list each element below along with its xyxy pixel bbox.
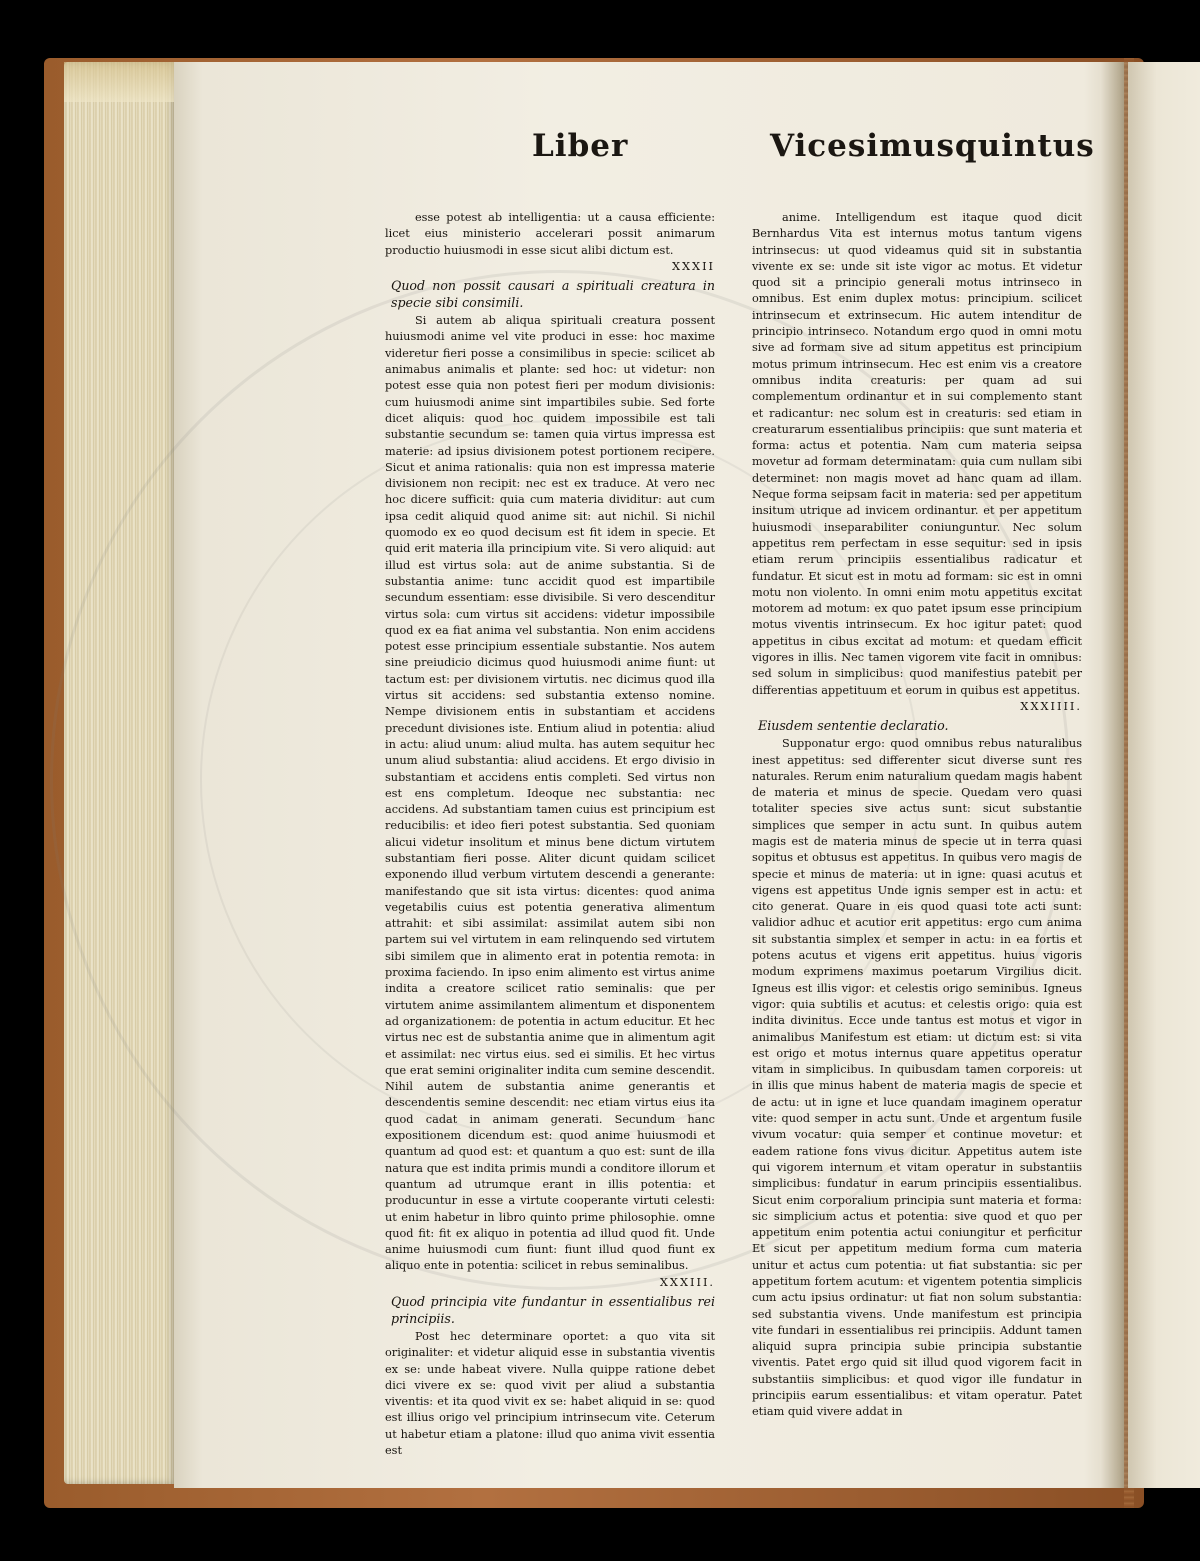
chapter-heading: Eiusdem sententie declaratio. (758, 718, 949, 734)
body-paragraph: Supponatur ergo: quod omnibus rebus naturalibus inest appetitus: sed differenter sicut diverse sunt res naturales. Rerum enim naturalium quedam magis habent de materia et minus de specie. Quedam vero quasi totaliter species sive actus sunt: sicut substantie simplices que semper in actu sunt. In quibus autem magis est de materia minus de specie ut in terra quasi sopitus et obtusus est appetitus. In quibus vero magis de specie et minus de materia: ut in igne: quasi acutus et vigens est appetitus Unde ignis semper est in actu: et cito generat. Quare in eis quod quasi tote acti sunt: validior adhuc et acutior erit appetitus: ergo cum anima sit substantia simplex et semper in actu: in ea fortis et potens acutus et vigens erit appetitus. huius vigoris modum exprimens maximus poetarum Virgilius dicit. Igneus est illis vigor: et celestis origo seminibus. Igneus vigor: quia subtilis et acutus: et celestis origo: quia est indita divinitus. Ecce unde tantus est motus et vigor in animalibus Manifestum est etiam: ut dictum est: si vita est origo et motus internus quare appetitus operatur vitam in simplicibus. In quibusdam tamen corporeis: ut in illis que minus habent de materia magis de specie et de actu: ut in igne et luce quandam imaginem operatur vite: quod semper in actu sunt. Unde et argentum fusile vivum vocatur: quia semper et continue movetur: et eadem ratione fons vivus dicitur. Appetitus autem iste qui vigorem internum et vitam operatur in substantiis simplicibus: fundatur in earum principiis essentialibus. Sicut enim corporalium principia sunt materia et forma: sic simplicium actus et potentia: sive quod et quo per appetitum enim potentia actui coniungitur et perficitur Et sicut per appetitum medium forma cum materia unitur et actus cum potentia: ut fiat substantia: sic per appetitum fortem acutum: et vigentem potentia simplicis cum actu ipsius ordinatur: ut fiat non solum substantia: sed substantia vivens. Unde manifestum est principia vite fundari in essentialibus rei principiis. Addunt tamen aliquid supra principia subie principia substantie viventis. Patet ergo quid sit illud quod vigorem facit in substantiis simplicibus: et quod vigor ille fundatur in principiis earum essentialibus: et vitam operatur. Patet etiam quid vivere addat in (752, 737, 1082, 1419)
body-paragraph: esse potest ab intelligentia: ut a causa efficiente: licet eius ministerio accelerari possit animarum productio huiusmodi in esse sicut alibi dictum est. (385, 211, 715, 257)
right-page-edge (1128, 62, 1200, 1488)
text-column-right (752, 210, 1082, 1419)
running-header-right: Vicesimusquintus (770, 128, 1095, 164)
gilded-edge (64, 62, 176, 102)
chapter-heading: Quod principia vite fundantur in essentialibus rei principiis. (391, 1294, 715, 1326)
text-column-left (385, 210, 715, 1458)
section-number: XXXIII. (659, 1275, 715, 1289)
body-paragraph: anime. Intelligendum est itaque quod dicit Bernhardus Vita est internus motus tantum vigens intrinsecus: ut quod videamus quid sit in substantia vivente ex se: unde sit iste vigor ac motus. Et videtur quod sit a principio generali motus intrinseco in omnibus. Est enim duplex motus: principium. scilicet intrinsecum et extrinsecum. Hic autem intenditur de principio intrinseco. Notandum ergo quod in omni motu sive ad formam sive ad situm appetitus est principium motus primum intrinsecum. Hec est enim vis a creatore omnibus indita creaturis: per quam ad sui complementum ordinantur et in sui complemento stant et radicantur: nec solum est in creaturis: sed etiam in creaturarum essentialibus principiis: que sunt materia et forma: actus et potentia. Nam cum materia seipsa movetur ad formam determinatam: quia cum nullam sibi determinet: non magis movet ad hanc quam ad illam. Neque forma seipsam facit in materia: sed per appetitum insitum utrique ad invicem ordinantur. et per appetitum huiusmodi inseparabiliter coniunguntur. Nec solum appetitus rem perfectam in esse sequitur: sed in ipsis etiam rerum principiis essentialibus radicatur et fundatur. Et sicut est in motu ad formam: sic est in omni motu non violento. In omni enim motu appetitus excitat motorem ad motum: ex quo patet ipsum esse principium motus viventis intrinsecum. Ex hoc igitur patet: quod appetitus in cibus excitat ad motum: et quedam efficit vigores in illis. Nec tamen vigorem vite facit in omnibus: sed solum in simplicibus: quod manifestius patebit per differentias appetituum et eorum in quibus est appetitus. (752, 211, 1082, 697)
body-paragraph: Si autem ab aliqua spirituali creatura possent huiusmodi anime vel vite produci in esse: hoc maxime videretur fieri posse a consimilibus in specie: scilicet ab animabus animalis et plante: sed hoc: ut videtur: non potest esse quia non potest fieri per modum divisionis: cum huiusmodi anime sint impartibiles subie. Sed forte dicet aliquis: quod hoc quidem impossibile est tali substantie secundum se: tamen quia virtus impressa est materie: ad ipsius divisionem potest portionem recipere. Sicut et anima rationalis: quia non est impressa materie divisionem non recipit: nec est ex traduce. At vero nec hoc dicere sufficit: quia cum materia dividitur: aut cum ipsa cedit aliquid quod anime sit: aut nichil. Si nichil quomodo ex eo quod decisum est fit idem in specie. Et quid erit materia illa principium vite. Si vero aliquid: aut illud est virtus sola: aut de anime substantia. Si de substantia anime: tunc accidit quod est impartibile secundum essentiam: esse divisibile. Si vero descenditur virtus sola: cum virtus sit accidens: videtur impossibile quod ex ea fiat anima vel substantia. Non enim accidens potest esse principium essentiale substantie. Nos autem sine preiudicio dicimus quod huiusmodi anime fiunt: ut tactum est: per divisionem virtutis. nec dicimus quod illa virtus sit accidens: sed substantia extenso nomine. Nempe divisionem entis in substantiam et accidens precedunt divisiones iste. Entium aliud in potentia: aliud in actu: aliud unum: aliud multa. has autem sequitur hec unum aliud substantia: aliud accidens. Et ergo divisio in substantiam et accidens entis completi. Sed virtus non est ens completum. Ideoque nec substantia: nec accidens. Ad substantiam tamen cuius est principium est reducibilis: et ideo fieri potest substantia. Sed quoniam alicui videtur insolitum et minus bene dictum virtutem substantiam fieri posse. Aliter dicunt quidam scilicet exponendo illud verbum virtutem descendi a generante: manifestando que sit ista virtus: dicentes: quod anima vegetabilis cuius est potentia generativa alimentum attrahit: et sibi assimilat: assimilat autem sibi non partem sui vel virtutem in eam relinquendo sed virtutem sibi similem que in alimento erat in potentia remota: in proxima faciendo. In ipso enim alimento est virtus anime indita a creatore scilicet ratio seminalis: que per virtutem anime assimilantem alimentum et disponentem ad organizationem: de potentia in actum educitur. Et hec virtus nec est de substantia anime que in alimentum agit et assimilat: nec virtus eius. sed ei similis. Et hec virtus que erat semini originaliter indita cum semine descendit. Nihil autem de substantia anime generantis et descendentis semine descendit: nec etiam virtus eius ita quod cadat in animam generati. Secundum hanc expositionem dicendum est: quod anime huiusmodi et quantum ad quod est: et quantum a quo est: sunt de illa natura que est indita primis mundi a conditore illorum et quantum ad utrumque erant in illis potentia: et producuntur in esse a virtute cooperante virtuti celesti: ut enim habetur in libro quinto prime philosophie. omne quod fit: fit ex aliquo in potentia ad illud quod fit. Unde anime huiusmodi cum fiunt: fiunt illud quod fiunt ex aliquo ente in potentia: scilicet in rebus seminalibus. (385, 314, 715, 1273)
running-header-left: Liber (532, 128, 629, 164)
section-number: XXXII (671, 259, 715, 273)
body-paragraph: Post hec determinare oportet: a quo vita sit originaliter: et videtur aliquid esse in substantia viventis ex se: unde habeat vivere. Nulla quippe ratione debet dici vivere ex se: quod vivit per aliud a substantia viventis: et ita quod vivit ex se: habet aliquid in se: quod est illius origo vel principium intrinsecum vite. Ceterum ut habetur etiam a platone: illud quo anima vivit essentia est (385, 1330, 715, 1458)
section-number: XXXIIII. (1020, 699, 1082, 713)
page-edges (64, 62, 176, 1484)
chapter-heading: Quod non possit causari a spirituali creatura in specie sibi consimili. (391, 278, 715, 311)
